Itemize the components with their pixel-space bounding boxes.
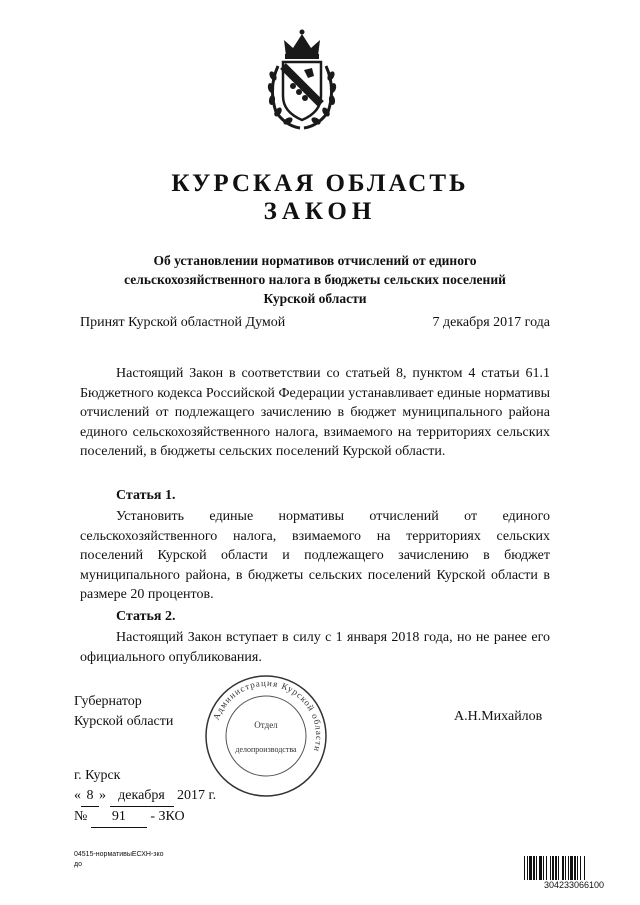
official-stamp [202,672,330,800]
issue-month: декабря [110,786,174,807]
barcode-bar [577,856,578,880]
barcode-bar [565,856,566,880]
document-type-title: ЗАКОН [263,198,377,225]
issue-place-date [74,766,216,828]
issue-number: № 91 - ЗКО [74,807,216,828]
barcode-bar [546,856,547,880]
barcode-bar [568,856,569,880]
barcode-bar [552,856,554,880]
intro-paragraph [80,364,550,462]
barcode-bar [574,856,576,880]
barcode-bar [584,856,585,880]
signatory-title [74,692,173,732]
barcode-bar [580,856,581,880]
signatory-name: А.Н.Михайлов [454,709,543,724]
barcode-bar [533,856,535,880]
coat-of-arms-icon [262,26,342,132]
signatory-title-line1: Губернатор [74,694,142,709]
barcode-bar [529,856,532,880]
file-reference: 04515-нормативыЕСХН-зко до [74,851,164,868]
adopted-by: Принят Курской областной Думой [80,315,286,330]
barcode-bar [539,856,542,880]
barcode-bar [558,856,559,880]
issue-city: г. Курск [74,768,121,783]
issue-number-value: 91 [91,807,147,828]
issue-year: 2017 г. [177,788,217,803]
issue-date: « 8 » декабря 2017 г. [74,786,216,807]
article-2-paragraph [80,628,550,667]
barcode-bar [555,856,557,880]
article-1-text: Установить единые нормативы отчислений от единого сельскохозяйственного налога, взимаемого на территориях сельских поселений Курской области и подлежащего зачислению в бюджет муниципального района, в бюджеты сельских поселений Курской области в размере 20 процентов. [80,509,550,602]
region-title: КУРСКАЯ ОБЛАСТЬ [171,170,469,197]
barcode-number: 304233066100 [524,880,624,890]
issue-number-suffix: - ЗКО [150,809,185,824]
barcode-bar [527,856,528,880]
signatory-title-line2: Курской области [74,714,174,729]
issue-day: 8 [81,786,99,807]
barcode-bar [550,856,551,880]
barcode-bar [570,856,573,880]
stamp-inner-line2: делопроизводства [235,745,297,754]
stamp-inner-line1: Отдел [254,720,278,730]
stamp-outer-text: Администрация Курской области [210,677,325,754]
law-subject: Об установлении нормативов отчислений от единого сельскохозяйственного налога в бюджеты сельских поселений Курской области [124,253,506,306]
barcode-bar [536,856,537,880]
article-2-text: Настоящий Закон вступает в силу с 1 января 2018 года, но не ранее его официального опубликования. [80,630,550,665]
article-2-heading: Статья 2. [116,609,176,624]
barcode-bar [524,856,525,880]
barcode-bar [543,856,544,880]
adoption-date: 7 декабря 2017 года [432,315,550,330]
barcode-bar [562,856,564,880]
article-1-paragraph [80,507,550,605]
article-1-heading: Статья 1. [116,488,176,503]
intro-text: Настоящий Закон в соответствии со статьей 8, пунктом 4 статьи 61.1 Бюджетного кодекса Российской Федерации устанавливает единые нормативы отчислений от подлежащего зачислению в бюджет муниципального района единого сельскохозяйственного налога, взимаемого на территориях сельских поселений, в бюджеты сельских поселений Курской области. [80,366,550,459]
